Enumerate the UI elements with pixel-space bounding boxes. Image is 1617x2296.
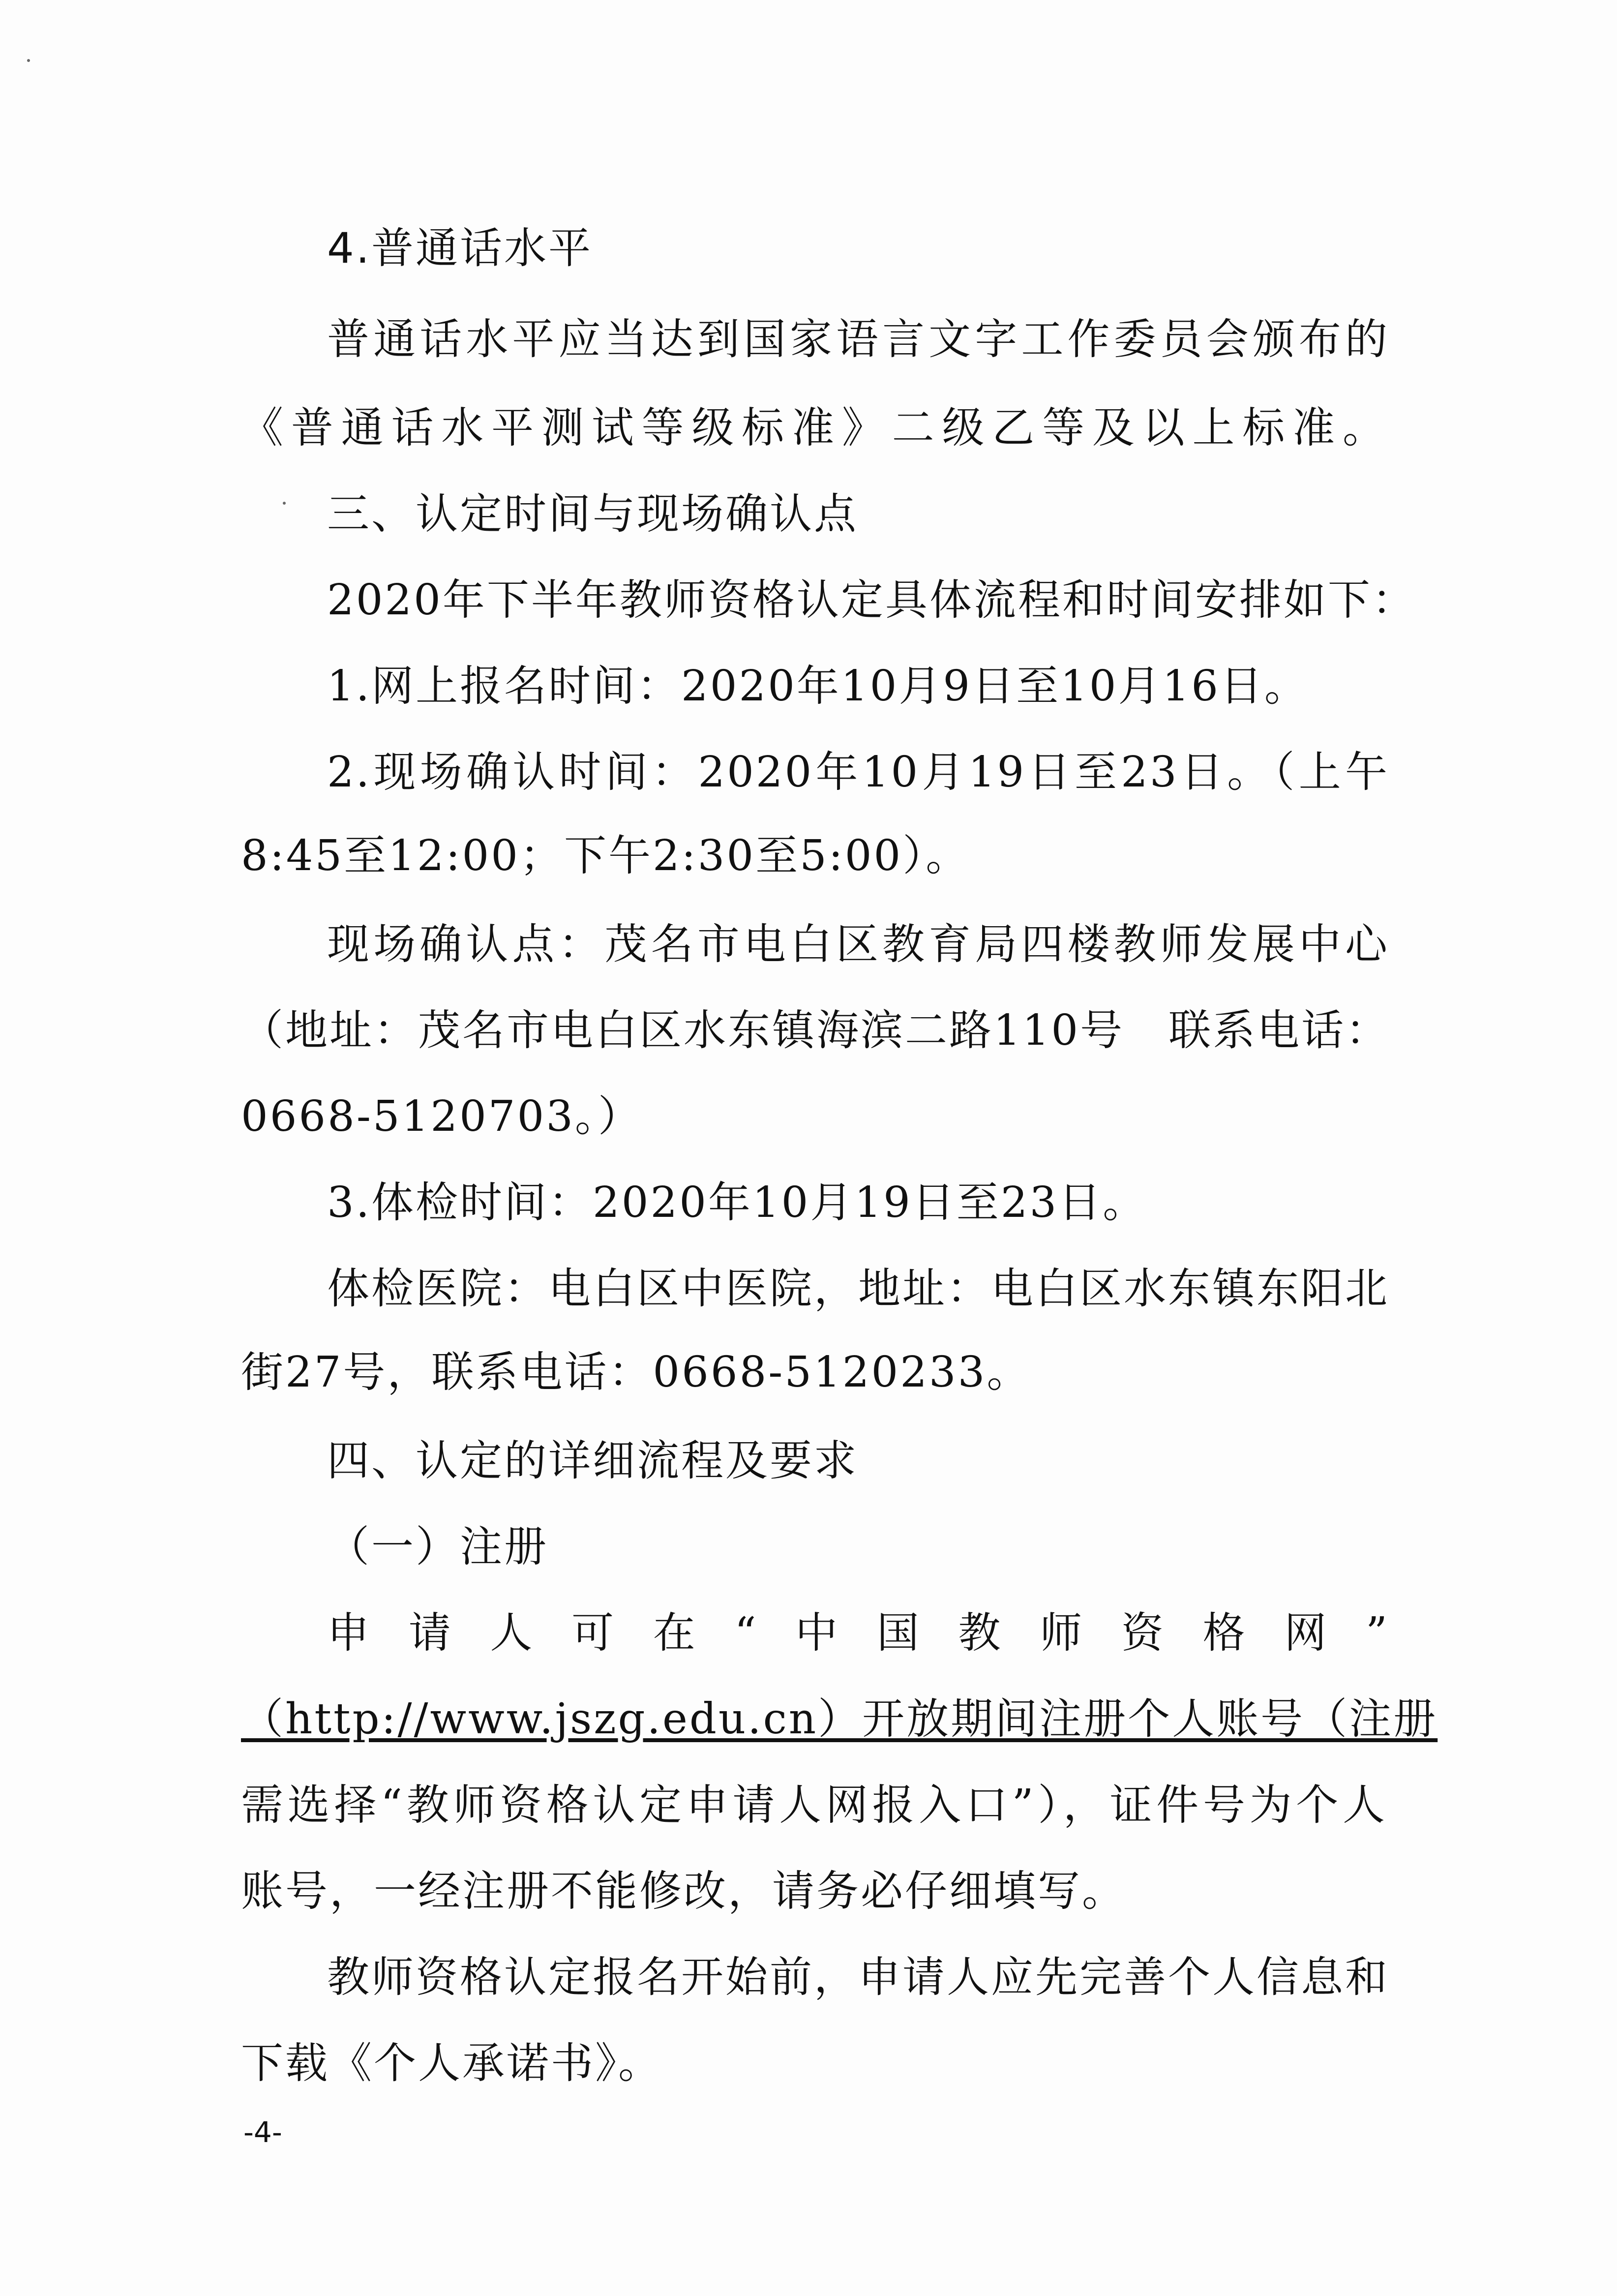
- scan-speck: [27, 59, 30, 62]
- page-number: -4-: [243, 2115, 282, 2149]
- paragraph-line: 体检医院：电白区中医院，地址：电白区水东镇东阳北: [327, 1264, 1389, 1313]
- paragraph-line: 教师资格认定报名开始前，申请人应先完善个人信息和: [327, 1953, 1389, 2002]
- paragraph-line: 申请人可在“中国教师资格网”: [327, 1608, 1389, 1658]
- paragraph-line: 3.体检时间：2020年10月19日至23日。: [327, 1178, 1147, 1227]
- paragraph-line: 现场确认点：茂名市电白区教育局四楼教师发展中心: [327, 920, 1389, 969]
- paragraph-line: 街27号，联系电话：0668-5120233。: [241, 1348, 1031, 1397]
- section-heading: 三、认定时间与现场确认点: [327, 489, 858, 539]
- paragraph-line: 2020年下半年教师资格认定具体流程和时间安排如下：: [327, 575, 1416, 625]
- paragraph-line: 8:45至12:00；下午2:30至5:00）。: [241, 831, 970, 880]
- section-heading: 四、认定的详细流程及要求: [327, 1436, 858, 1485]
- section-subtitle: （一）注册: [327, 1522, 548, 1571]
- paragraph-line: 账号，一经注册不能修改，请务必仔细填写。: [241, 1867, 1126, 1916]
- paragraph-line: 0668-5120703。）: [241, 1092, 642, 1141]
- paragraph-line: 下载《个人承诺书》。: [241, 2039, 662, 2088]
- paragraph-line: （地址：茂名市电白区水东镇海滨二路110号 联系电话：: [241, 1006, 1390, 1055]
- section-subtitle: 4.普通话水平: [327, 224, 593, 273]
- paragraph-line: 1.网上报名时间：2020年10月9日至10月16日。: [327, 662, 1309, 711]
- paragraph-line: 2.现场确认时间：2020年10月19日至23日。（上午: [327, 748, 1389, 797]
- paragraph-line: 需选择“教师资格认定申请人网报入口”），证件号为个人: [241, 1781, 1387, 1830]
- paragraph-line-link[interactable]: （http://www.jszg.edu.cn）开放期间注册个人账号（注册: [241, 1694, 1438, 1744]
- scan-speck: [283, 502, 286, 505]
- paragraph-line: 普通话水平应当达到国家语言文字工作委员会颁布的: [327, 315, 1389, 364]
- paragraph-line: 《普通话水平测试等级标准》二级乙等及以上标准。: [241, 403, 1387, 453]
